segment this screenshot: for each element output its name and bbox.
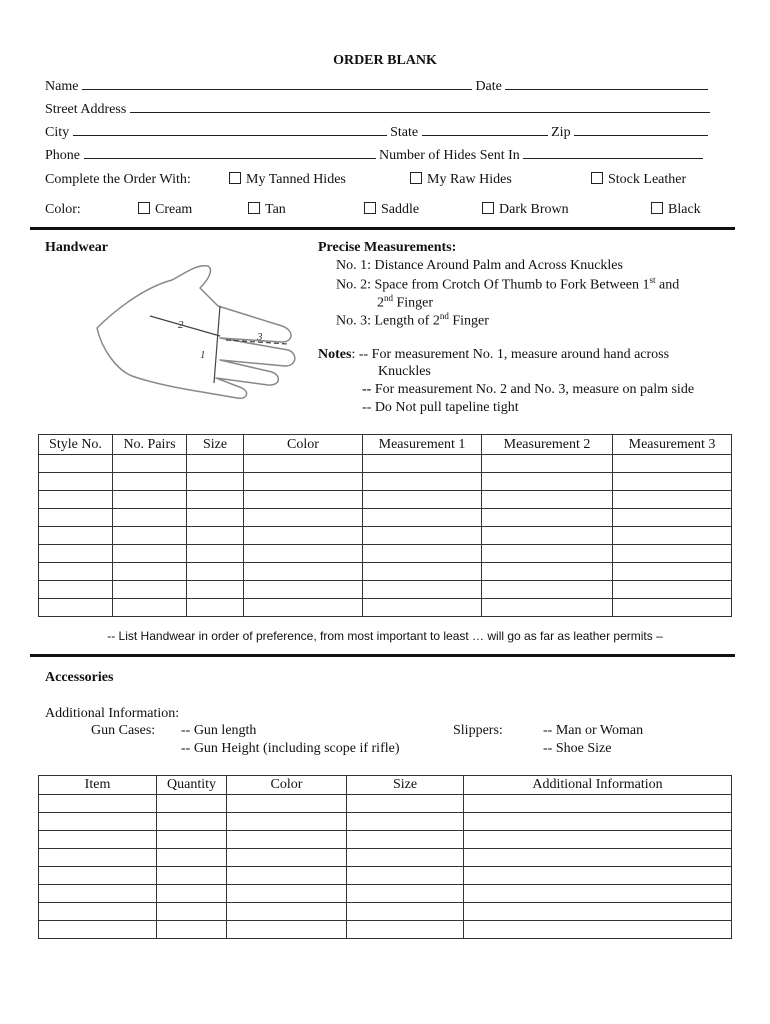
table-cell[interactable] — [227, 849, 347, 867]
table-cell[interactable] — [244, 455, 363, 473]
additional-info-label: Additional Information: — [45, 706, 180, 721]
col-no-pairs: No. Pairs — [113, 435, 187, 455]
handwear-footnote: -- List Handwear in order of preference, from most important to least … will go as far as leather permits – — [107, 629, 663, 643]
col-additional-info: Additional Information — [464, 776, 732, 795]
option-stock-leather[interactable]: Stock Leather — [591, 172, 686, 188]
table-row — [39, 867, 732, 885]
table-cell[interactable] — [613, 563, 732, 581]
table-cell[interactable] — [482, 527, 613, 545]
table-cell[interactable] — [613, 509, 732, 527]
checkbox-icon[interactable] — [229, 172, 241, 184]
table-cell[interactable] — [113, 545, 187, 563]
option-raw-hides[interactable]: My Raw Hides — [410, 172, 512, 188]
table-cell[interactable] — [347, 831, 464, 849]
handwear-table — [38, 434, 732, 617]
table-cell[interactable] — [244, 581, 363, 599]
note-1-cont: Knuckles — [378, 364, 431, 379]
note-1: Notes: -- For measurement No. 1, measure around hand across — [318, 347, 670, 362]
table-cell[interactable] — [464, 867, 732, 885]
table-cell[interactable] — [244, 599, 363, 617]
table-cell[interactable] — [363, 455, 482, 473]
table-cell[interactable] — [39, 527, 113, 545]
table-cell[interactable] — [464, 795, 732, 813]
measurement-2-desc-cont: 2nd Finger — [377, 293, 434, 311]
table-cell[interactable] — [187, 473, 244, 491]
hand-diagram-icon — [92, 258, 302, 408]
col-size: Size — [347, 776, 464, 795]
checkbox-icon[interactable] — [364, 202, 376, 214]
checkbox-icon[interactable] — [138, 202, 150, 214]
checkbox-icon[interactable] — [651, 202, 663, 214]
complete-with-label: Complete the Order With: — [45, 172, 191, 187]
table-cell[interactable] — [464, 831, 732, 849]
table-cell[interactable] — [187, 509, 244, 527]
table-cell[interactable] — [227, 813, 347, 831]
table-cell[interactable] — [227, 867, 347, 885]
table-row — [39, 545, 732, 563]
table-cell[interactable] — [157, 921, 227, 939]
city-row — [45, 122, 708, 141]
table-cell[interactable] — [227, 903, 347, 921]
checkbox-icon[interactable] — [410, 172, 422, 184]
table-cell[interactable] — [482, 491, 613, 509]
table-cell[interactable] — [613, 473, 732, 491]
zip-field[interactable] — [574, 122, 708, 136]
col-size: Size — [187, 435, 244, 455]
table-row — [39, 509, 732, 527]
table-cell[interactable] — [227, 885, 347, 903]
col-measurement-3: Measurement 3 — [613, 435, 732, 455]
table-row — [39, 473, 732, 491]
table-cell[interactable] — [187, 581, 244, 599]
table-cell[interactable] — [244, 473, 363, 491]
table-cell[interactable] — [482, 599, 613, 617]
table-cell[interactable] — [363, 473, 482, 491]
table-cell[interactable] — [464, 813, 732, 831]
table-row — [39, 903, 732, 921]
table-cell[interactable] — [464, 903, 732, 921]
table-cell[interactable] — [363, 545, 482, 563]
city-field[interactable] — [73, 122, 387, 136]
table-cell[interactable] — [613, 599, 732, 617]
table-row — [39, 831, 732, 849]
note-2: -- For measurement No. 2 and No. 3, measure on palm side — [362, 382, 695, 397]
table-row — [39, 921, 732, 939]
table-cell[interactable] — [244, 527, 363, 545]
checkbox-icon[interactable] — [591, 172, 603, 184]
table-cell[interactable] — [39, 795, 157, 813]
table-cell[interactable] — [482, 545, 613, 563]
col-color: Color — [244, 435, 363, 455]
table-cell[interactable] — [39, 491, 113, 509]
gun-height-note: -- Gun Height (including scope if rifle) — [181, 741, 400, 756]
table-cell[interactable] — [244, 545, 363, 563]
color-label: Color: — [45, 202, 81, 217]
table-cell[interactable] — [157, 849, 227, 867]
table-cell[interactable] — [187, 599, 244, 617]
checkbox-icon[interactable] — [482, 202, 494, 214]
table-cell[interactable] — [113, 473, 187, 491]
table-cell[interactable] — [347, 867, 464, 885]
color-saddle[interactable]: Saddle — [364, 202, 419, 218]
phone-row — [45, 145, 703, 164]
name-label: Name — [45, 79, 79, 94]
table-cell[interactable] — [227, 921, 347, 939]
table-cell[interactable] — [482, 509, 613, 527]
street-row — [45, 99, 710, 118]
measurement-2-desc: No. 2: Space from Crotch Of Thumb to Fork Between 1st and — [336, 275, 680, 293]
color-black[interactable]: Black — [651, 202, 701, 218]
table-cell[interactable] — [39, 813, 157, 831]
hides-field[interactable] — [523, 145, 703, 159]
slippers-label: Slippers: — [453, 723, 503, 738]
table-row — [39, 455, 732, 473]
table-cell[interactable] — [187, 527, 244, 545]
table-cell[interactable] — [363, 527, 482, 545]
table-cell[interactable] — [39, 599, 113, 617]
table-row — [39, 491, 732, 509]
state-label: State — [390, 125, 419, 140]
name-field[interactable] — [82, 76, 472, 90]
section-divider — [30, 227, 735, 230]
accessories-table — [38, 775, 732, 939]
table-cell[interactable] — [157, 831, 227, 849]
accessories-heading: Accessories — [45, 670, 114, 685]
table-cell[interactable] — [347, 903, 464, 921]
table-cell[interactable] — [363, 509, 482, 527]
table-cell[interactable] — [39, 921, 157, 939]
table-cell[interactable] — [613, 545, 732, 563]
table-cell[interactable] — [157, 795, 227, 813]
table-cell[interactable] — [363, 581, 482, 599]
table-cell[interactable] — [482, 581, 613, 599]
table-cell[interactable] — [113, 491, 187, 509]
diagram-label-1: 1 — [200, 349, 206, 361]
table-cell[interactable] — [113, 599, 187, 617]
table-cell[interactable] — [39, 849, 157, 867]
note-3: -- Do Not pull tapeline tight — [362, 400, 519, 415]
city-label: City — [45, 125, 70, 140]
table-cell[interactable] — [113, 509, 187, 527]
table-cell[interactable] — [464, 849, 732, 867]
diagram-label-3: 3 — [257, 331, 263, 343]
table-cell[interactable] — [244, 563, 363, 581]
table-cell[interactable] — [363, 491, 482, 509]
table-cell[interactable] — [113, 455, 187, 473]
table-row — [39, 813, 732, 831]
table-row — [39, 849, 732, 867]
form-title: ORDER BLANK — [333, 53, 437, 68]
date-label: Date — [475, 79, 502, 94]
table-cell[interactable] — [482, 563, 613, 581]
col-color: Color — [227, 776, 347, 795]
color-cream[interactable]: Cream — [138, 202, 192, 218]
table-cell[interactable] — [227, 795, 347, 813]
table-cell[interactable] — [613, 455, 732, 473]
table-cell[interactable] — [157, 813, 227, 831]
date-field[interactable] — [505, 76, 708, 90]
table-cell[interactable] — [187, 491, 244, 509]
table-cell[interactable] — [157, 885, 227, 903]
table-cell[interactable] — [39, 509, 113, 527]
gun-cases-label: Gun Cases: — [91, 723, 156, 738]
table-cell[interactable] — [39, 885, 157, 903]
table-row — [39, 527, 732, 545]
table-cell[interactable] — [244, 509, 363, 527]
table-cell[interactable] — [157, 867, 227, 885]
hides-label: Number of Hides Sent In — [379, 148, 520, 163]
table-cell[interactable] — [347, 921, 464, 939]
measurements-heading: Precise Measurements: — [318, 240, 457, 255]
table-cell[interactable] — [113, 563, 187, 581]
name-date-row — [45, 76, 708, 95]
table-cell[interactable] — [347, 885, 464, 903]
gun-length-note: -- Gun length — [181, 723, 257, 738]
table-cell[interactable] — [363, 599, 482, 617]
diagram-label-2: 2 — [178, 319, 184, 331]
shoe-size-note: -- Shoe Size — [543, 741, 612, 756]
table-cell[interactable] — [347, 849, 464, 867]
table-cell[interactable] — [464, 921, 732, 939]
section-divider — [30, 654, 735, 657]
col-item: Item — [39, 776, 157, 795]
table-cell[interactable] — [39, 903, 157, 921]
col-quantity: Quantity — [157, 776, 227, 795]
table-cell[interactable] — [187, 455, 244, 473]
col-measurement-1: Measurement 1 — [363, 435, 482, 455]
table-cell[interactable] — [187, 563, 244, 581]
table-cell[interactable] — [227, 831, 347, 849]
table-cell[interactable] — [347, 795, 464, 813]
table-cell[interactable] — [113, 581, 187, 599]
table-cell[interactable] — [113, 527, 187, 545]
table-row — [39, 581, 732, 599]
table-cell[interactable] — [347, 813, 464, 831]
table-cell[interactable] — [187, 545, 244, 563]
zip-label: Zip — [551, 125, 571, 140]
table-cell[interactable] — [482, 473, 613, 491]
table-cell[interactable] — [39, 473, 113, 491]
table-cell[interactable] — [613, 491, 732, 509]
measurement-1-desc: No. 1: Distance Around Palm and Across Knuckles — [336, 258, 623, 273]
phone-field[interactable] — [84, 145, 376, 159]
man-woman-note: -- Man or Woman — [543, 723, 644, 738]
table-cell[interactable] — [39, 867, 157, 885]
option-tanned-hides[interactable]: My Tanned Hides — [229, 172, 346, 188]
table-cell[interactable] — [39, 455, 113, 473]
table-cell[interactable] — [464, 885, 732, 903]
table-row — [39, 795, 732, 813]
table-cell[interactable] — [39, 581, 113, 599]
table-cell[interactable] — [39, 563, 113, 581]
handwear-heading: Handwear — [45, 240, 108, 255]
table-cell[interactable] — [613, 527, 732, 545]
state-field[interactable] — [422, 122, 548, 136]
table-cell[interactable] — [482, 455, 613, 473]
table-cell[interactable] — [363, 563, 482, 581]
table-row — [39, 885, 732, 903]
table-cell[interactable] — [39, 831, 157, 849]
street-field[interactable] — [130, 99, 710, 113]
color-tan[interactable]: Tan — [248, 202, 286, 218]
phone-label: Phone — [45, 148, 80, 163]
color-dark-brown[interactable]: Dark Brown — [482, 202, 569, 218]
table-cell[interactable] — [157, 903, 227, 921]
table-row — [39, 599, 732, 617]
table-cell[interactable] — [613, 581, 732, 599]
table-cell[interactable] — [39, 545, 113, 563]
col-measurement-2: Measurement 2 — [482, 435, 613, 455]
table-row — [39, 563, 732, 581]
table-cell[interactable] — [244, 491, 363, 509]
measurement-3-desc: No. 3: Length of 2nd Finger — [336, 311, 489, 329]
street-label: Street Address — [45, 102, 127, 117]
col-style-no: Style No. — [39, 435, 113, 455]
checkbox-icon[interactable] — [248, 202, 260, 214]
